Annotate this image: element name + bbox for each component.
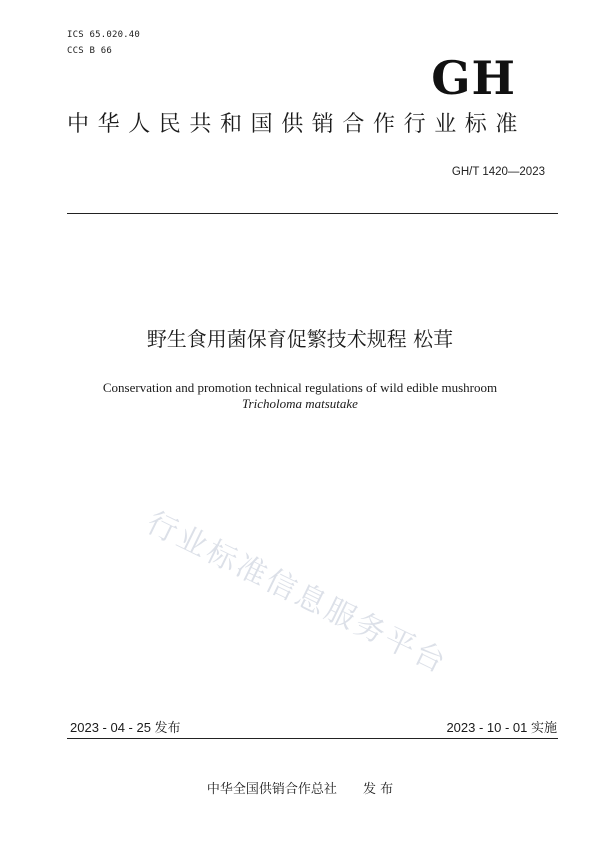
publisher-action: 发 布 [362,782,394,797]
publisher-line [0,778,600,797]
implementation-date: 2023 - 10 - 01 实施 [446,720,557,735]
publisher-name: 中华全国供销合作总社 [206,782,337,797]
ccs-code: CCS B 66 [67,46,112,56]
gh-logo: GH [431,51,516,105]
watermark: 行业标准信息服务平台 [141,505,454,682]
ics-code: ICS 65.020.40 [67,30,141,40]
bottom-divider [67,738,558,739]
top-divider [67,213,558,214]
document-title-species: Tricholoma matsutake [242,396,358,411]
issue-date: 2023 - 04 - 25 发布 [70,720,181,735]
document-title-zh: 野生食用菌保育促繁技术规程 松茸 [146,327,454,351]
standard-body-title: 中华人民共和国供销合作行业标准 [67,112,527,137]
standard-number: GH/T 1420—2023 [451,166,545,178]
document-title-en: Conservation and promotion technical regulations of wild edible mushroom [102,380,498,395]
